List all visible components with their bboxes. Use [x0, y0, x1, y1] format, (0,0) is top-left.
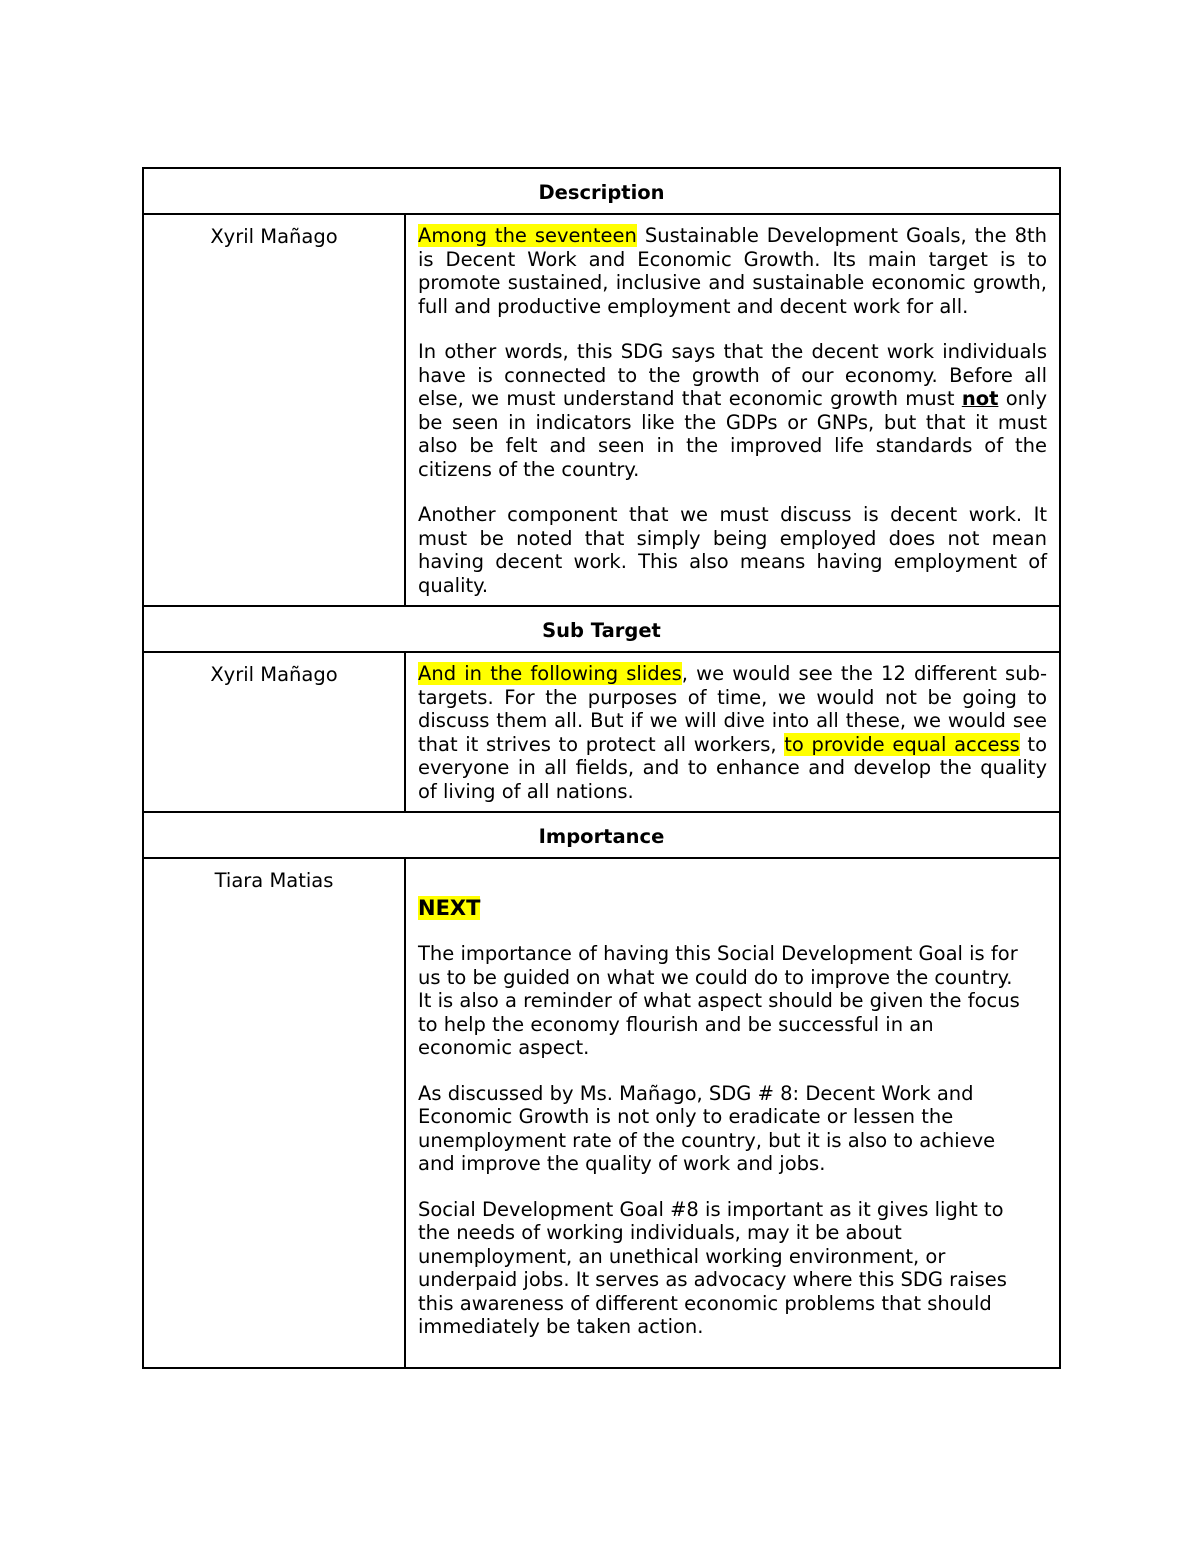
sub-target-header: Sub Target	[143, 606, 1060, 652]
script-table	[142, 167, 1061, 1369]
description-header-row	[143, 168, 1060, 214]
importance-paragraph-1: The importance of having this Social Development Goal is for us to be guided on what we could do to improve the country. It is also a reminder of what aspect should be given the focus to help the economy flourish and be successful in an economic aspect.	[418, 942, 1020, 1059]
importance-body	[405, 858, 1060, 1368]
paragraph-text: only be seen in indicators like the GDPs or GNPs, but that it must also be felt and seen in the improved life standards of the citizens of the country.	[418, 387, 1047, 481]
paragraph-text: to everyone in all fields, and to enhance and develop the quality of living of all nations.	[418, 732, 1047, 803]
sub-target-row	[143, 652, 1060, 812]
description-paragraph-1	[418, 224, 1047, 318]
description-header: Description	[143, 168, 1060, 214]
description-row	[143, 214, 1060, 606]
description-paragraph-2	[418, 340, 1047, 481]
description-paragraph-3: Another component that we must discuss is decent work. It must be noted that simply being employed does not mean having decent work. This also means having employment of quality.	[418, 503, 1047, 597]
emphasized-text: not	[961, 387, 999, 410]
importance-row	[143, 858, 1060, 1368]
importance-paragraph-2: As discussed by Ms. Mañago, SDG # 8: Decent Work and Economic Growth is not only to eradicate or lessen the unemployment rate of the country, but it is also to achieve and improve the quality of work and jobs.	[418, 1081, 996, 1175]
importance-paragraph-3: Social Development Goal #8 is important as it gives light to the needs of working individuals, may it be about unemployment, an unethical working environment, or underpaid jobs. It serves as advocacy where this SDG raises this awareness of different economic problems that should immediately be taken action.	[418, 1197, 1007, 1338]
importance-header: Importance	[143, 812, 1060, 858]
paragraph-text: Sustainable Development Goals, the 8th is Decent Work and Economic Growth. Its main target is to promote sustained, inclusive and sustainable economic growth, full and productive employment and decent work for all.	[418, 224, 1047, 318]
sub-target-body	[405, 652, 1060, 812]
sub-target-paragraph-1	[418, 662, 1047, 803]
highlighted-text: to provide equal access	[784, 732, 1020, 756]
description-presenter: Xyril Mañago	[143, 214, 405, 606]
sub-target-presenter: Xyril Mañago	[143, 652, 405, 812]
sub-target-header-row	[143, 606, 1060, 652]
importance-header-row	[143, 812, 1060, 858]
paragraph-text: In other words, this SDG says that the decent work individuals have is connected to the growth of our economy. Before all else, we must understand that economic growth must	[418, 340, 1047, 410]
highlighted-text: And in the following slides	[418, 662, 682, 685]
next-cue-label: NEXT	[418, 896, 481, 920]
highlighted-text: Among the seventeen	[418, 224, 637, 247]
paragraph-text: , we would see the 12 different sub-targets. For the purposes of time, we would not be going to discuss them all. But if we will dive into all these, we would see that it strives to protect all workers,	[418, 662, 1047, 756]
description-body	[405, 214, 1060, 606]
importance-presenter: Tiara Matias	[143, 858, 405, 1368]
